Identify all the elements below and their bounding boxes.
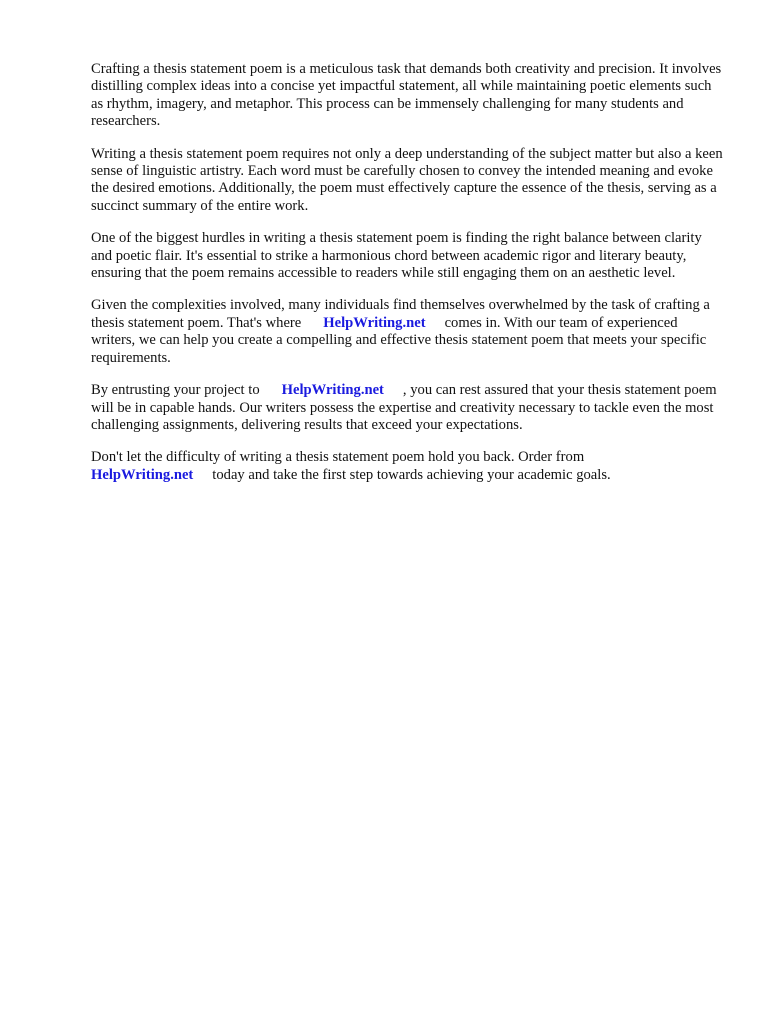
helpwriting-link-1[interactable]: HelpWriting.net [323,314,426,331]
paragraph-6-text-before: Don't let the difficulty of writing a thesis statement poem hold you back. Order from [91,449,585,466]
paragraph-2 [91,146,725,216]
paragraph-5-text-before: By entrusting your project to [91,382,260,399]
paragraph-6 [91,449,725,484]
paragraph-6-text-after: today and take the first step towards achieving your academic goals. [212,466,611,483]
document-body [91,61,725,499]
paragraph-4-text-before: Given the complexities involved, many individuals find themselves overwhelmed by the task of crafting a thesis statement poem. That's where [91,297,710,331]
paragraph-1-text: Crafting a thesis statement poem is a meticulous task that demands both creativity and precision. It involves distilling complex ideas into a concise yet impactful statement, all while maintaining poetic elements such as rhythm, imagery, and metaphor. This process can be immensely challenging for many students and researchers. [91,61,722,130]
paragraph-5-text-after: , you can rest assured that your thesis statement poem will be in capable hands. Our writers possess the expertise and creativity necessary to tackle even the most challenging assignments, delivering results that exceed your expectations. [91,382,717,433]
helpwriting-link-2[interactable]: HelpWriting.net [281,382,384,399]
paragraph-5 [91,382,725,434]
paragraph-4 [91,297,725,367]
paragraph-4-text-after: comes in. With our team of experienced writers, we can help you create a compelling and effective thesis statement poem that meets your specific requirements. [91,314,707,366]
paragraph-2-text: Writing a thesis statement poem requires not only a deep understanding of the subject matter but also a keen sense of linguistic artistry. Each word must be carefully chosen to convey the intended meaning and evoke the desired emotions. Additionally, the poem must effectively capture the essence of the thesis, serving as a succinct summary of the entire work. [91,145,723,214]
paragraph-1 [91,61,725,131]
paragraph-3-text: One of the biggest hurdles in writing a thesis statement poem is finding the right balance between clarity and poetic flair. It's essential to strike a harmonious chord between academic rigor and literary beauty, ensuring that the poem remains accessible to readers while still engaging them on an aesthetic level. [91,230,702,282]
paragraph-3 [91,230,725,282]
helpwriting-link-3[interactable]: HelpWriting.net [91,466,194,483]
